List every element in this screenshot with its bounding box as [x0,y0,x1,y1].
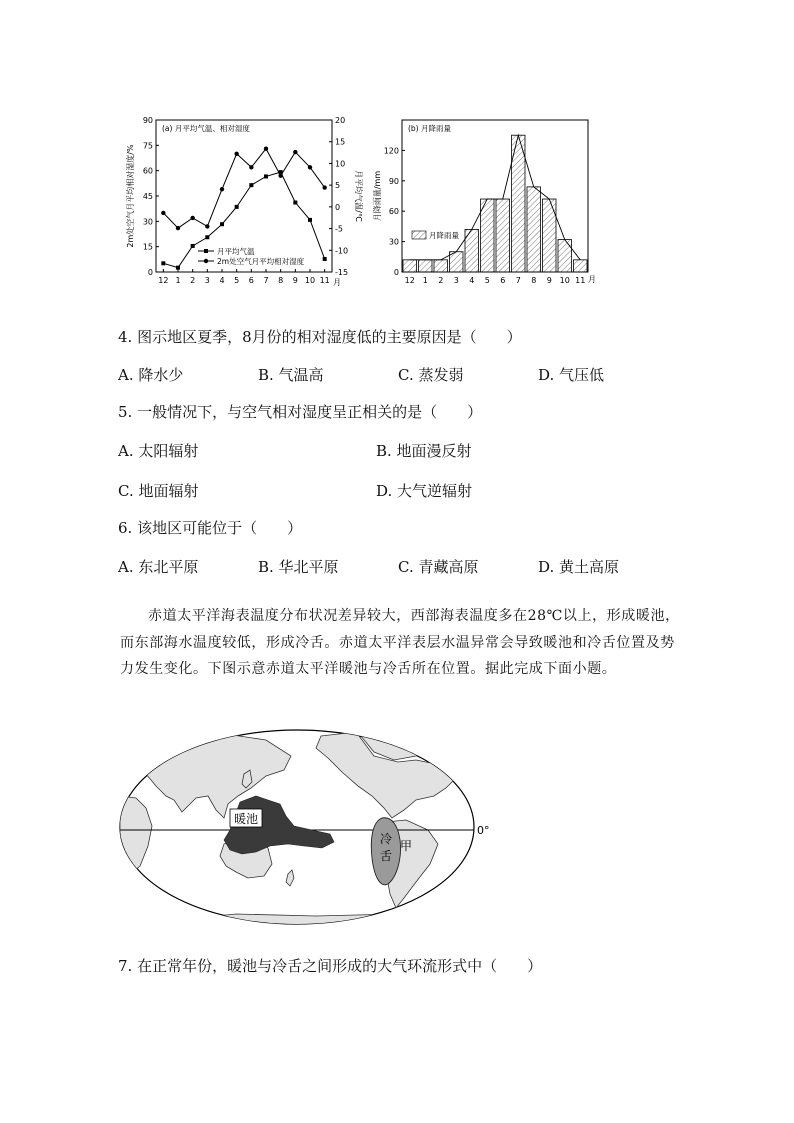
chart-a-left-tick-label: 90 [142,116,153,125]
question-4-option-b: B. 气温高 [258,366,324,384]
chart-a-title: (a) 月平均气温、相对湿度 [162,124,250,133]
chart-a-right-tick-label: 10 [335,159,346,169]
question-6 [118,517,302,538]
chart-a-humidity-point [322,185,326,189]
chart-b-x-tick-label: 9 [546,276,552,285]
chart-a-temp-point [293,201,297,205]
question-6-option-a: A. 东北平原 [118,558,199,576]
question-5-option-d: D. 大气逆辐射 [376,482,473,500]
question-7-stem: 7. 在正常年份，暖池与冷舌之间形成的大气环流形式中（ [118,957,498,975]
chart-b-bar [419,260,433,272]
chart-a-x-tick-label: 8 [278,276,284,285]
chart-b-x-tick-label: 10 [559,276,570,285]
question-4-option-c: C. 蒸发弱 [398,366,464,384]
chart-a-x-tick-label: 9 [292,276,298,285]
question-6-option-c: C. 青藏高原 [398,558,479,576]
question-7-close: ） [527,957,543,975]
question-5 [118,401,482,422]
chart-a-x-tick-label: 7 [263,276,269,285]
chart-a-humidity-point [308,165,312,169]
chart-a-humidity-point [249,165,253,169]
question-5-option-b: B. 地面漫反射 [376,442,472,460]
chart-a-temp-point [191,244,195,248]
chart-a-left-tick-label: 15 [142,242,153,252]
warm-pool-label: 暖池 [234,812,259,826]
question-6-stem: 6. 该地区可能位于（ [118,519,258,537]
question-5-option-c: C. 地面辐射 [118,482,199,500]
chart-a-temp-point [249,183,253,187]
chart-a-humidity-point [205,224,209,228]
question-4-stem: 4. 图示地区夏季，8月份的相对湿度低的主要原因是（ [118,328,477,346]
question-4-option-d: D. 气压低 [538,366,605,384]
chart-b-bar [434,260,448,272]
chart-b-y-tick-label: 120 [383,146,399,156]
question-6-option-b: B. 华北平原 [258,558,339,576]
question-4-option-a: A. 降水少 [118,366,184,384]
question-5-option-a: A. 太阳辐射 [118,442,199,460]
equator-label: 0° [477,824,490,837]
chart-b-x-tick-label: 3 [453,276,459,285]
chart-a-humidity-point [278,174,282,178]
chart-a-right-tick-label: -5 [335,224,343,234]
chart-a-temp-point [308,218,312,222]
chart-a-x-tick-label: 6 [248,276,254,285]
chart-b-x-tick-label: 8 [531,276,537,285]
chart-b-bar [496,199,510,272]
chart-a-right-tick-label: 0 [335,202,341,212]
chart-a-left-tick-label: 60 [142,166,153,176]
chart-a-x-tick-label: 5 [234,276,240,285]
chart-a-left-tick-label: 75 [142,141,153,151]
chart-a-x-tick-label: 11 [319,276,330,285]
chart-a-temp-point [176,266,180,270]
chart-a-right-tick-label: -15 [335,268,349,277]
legend-square-marker [204,249,208,253]
chart-b-x-tick-label: 12 [404,276,415,285]
chart-b-x-tick-label: 6 [500,276,506,285]
question-6-option-d: D. 黄土高原 [538,558,620,576]
chart-a-right-tick-label: -10 [335,246,349,256]
legend-circle-marker [204,259,208,263]
chart-b-y-axis-label: 月降雨量/mm [373,170,382,222]
chart-a-series-line-1 [163,149,324,228]
chart-b-x-tick-label: 5 [484,276,490,285]
chart-b-x-tick-label: 11 [575,276,586,285]
chart-a-x-tick-label: 12 [158,276,169,285]
chart-b-bar [543,199,557,272]
chart-a-humidity-point [264,147,268,151]
chart-a-x-unit: 月 [333,278,341,287]
chart-a-humidity-point [190,216,194,220]
chart-b-bar [558,240,572,272]
chart-a-x-tick-label: 4 [219,276,225,285]
chart-a-x-tick-label: 1 [175,276,181,285]
chart-a-left-tick-label: 0 [147,268,153,277]
chart-b-x-tick-label: 1 [422,276,428,285]
question-6-close: ） [287,519,303,537]
cold-tongue-label-2: 舌 [380,849,393,863]
question-5-stem: 5. 一般情况下，与空气相对湿度呈正相关的是（ [118,403,438,421]
chart-a-left-axis-label: 2m处空气月平均相对湿度/% [126,144,135,248]
passage: 赤道太平洋海表温度分布状况差异较大，西部海表温度多在28℃以上，形成暖池，而东部海水温度较低，形成冷舌。赤道太平洋表层水温异常会导致暖池和冷舌位置及势力发生变化。下图示意赤道太平洋暖池与冷舌所在位置。据此完成下面小题。 [120,608,680,677]
cold-tongue-label-1: 冷 [380,832,393,846]
chart-a-x-tick-label: 10 [304,276,316,285]
chart-b-x-tick-label: 2 [438,276,444,285]
chart-a-legend [198,246,305,266]
chart-a-legend-temp: 月平均气温 [217,247,255,256]
chart-b-bar [574,260,588,272]
chart-b-precipitation [368,108,604,290]
chart-b-bar [403,260,417,272]
chart-b-y-tick-label: 30 [388,237,399,247]
chart-a-legend-humidity: 2m处空气月平均相对湿度 [217,257,305,266]
chart-a-humidity-point [176,226,180,230]
chart-b-legend-label: 月降雨量 [429,231,459,240]
chart-a-left-tick-label: 30 [142,217,153,227]
chart-a-temp-point [323,257,327,261]
chart-b-y-tick-label: 90 [388,176,399,186]
chart-a-temperature-humidity [120,108,363,290]
chart-a-right-tick-label: 20 [335,116,346,125]
chart-b-x-unit: 月 [588,275,596,284]
chart-a-humidity-point [220,187,224,191]
chart-b-x-tick-label: 4 [469,276,475,285]
chart-a-humidity-point [234,152,238,156]
chart-a-right-tick-label: 15 [335,137,346,147]
landmass-antarctica [176,914,436,936]
legend-hatch-swatch [412,231,426,239]
chart-a-x-tick-label: 2 [190,276,196,285]
chart-a-temp-point [264,174,268,178]
chart-a-right-tick-label: 5 [335,181,341,191]
chart-a-temp-point [161,261,165,265]
chart-b-y-tick-label: 0 [393,268,399,277]
question-5-close: ） [467,403,483,421]
question-4-close: ） [506,328,522,346]
chart-b-bar [527,187,541,272]
chart-a-humidity-point [161,211,165,215]
chart-b-title: (b) 月降雨量 [408,124,451,133]
chart-a-temp-point [205,235,209,239]
chart-a-right-axis-label: 月平均气温/℃ [354,170,363,222]
chart-b-bar [450,252,464,272]
question-4 [118,326,522,347]
chart-a-x-tick-label: 3 [204,276,210,285]
chart-a-humidity-point [293,150,297,154]
chart-b-legend [412,230,459,240]
chart-a-temp-point [220,222,224,226]
chart-b-bar [481,199,495,272]
chart-a-temp-point [235,205,239,209]
point-jia-label: 甲 [400,839,413,853]
world-map [116,726,490,928]
chart-a-left-tick-label: 45 [142,192,153,201]
chart-b-y-tick-label: 60 [388,207,399,217]
question-7 [118,955,542,976]
chart-b-x-tick-label: 7 [515,276,521,285]
